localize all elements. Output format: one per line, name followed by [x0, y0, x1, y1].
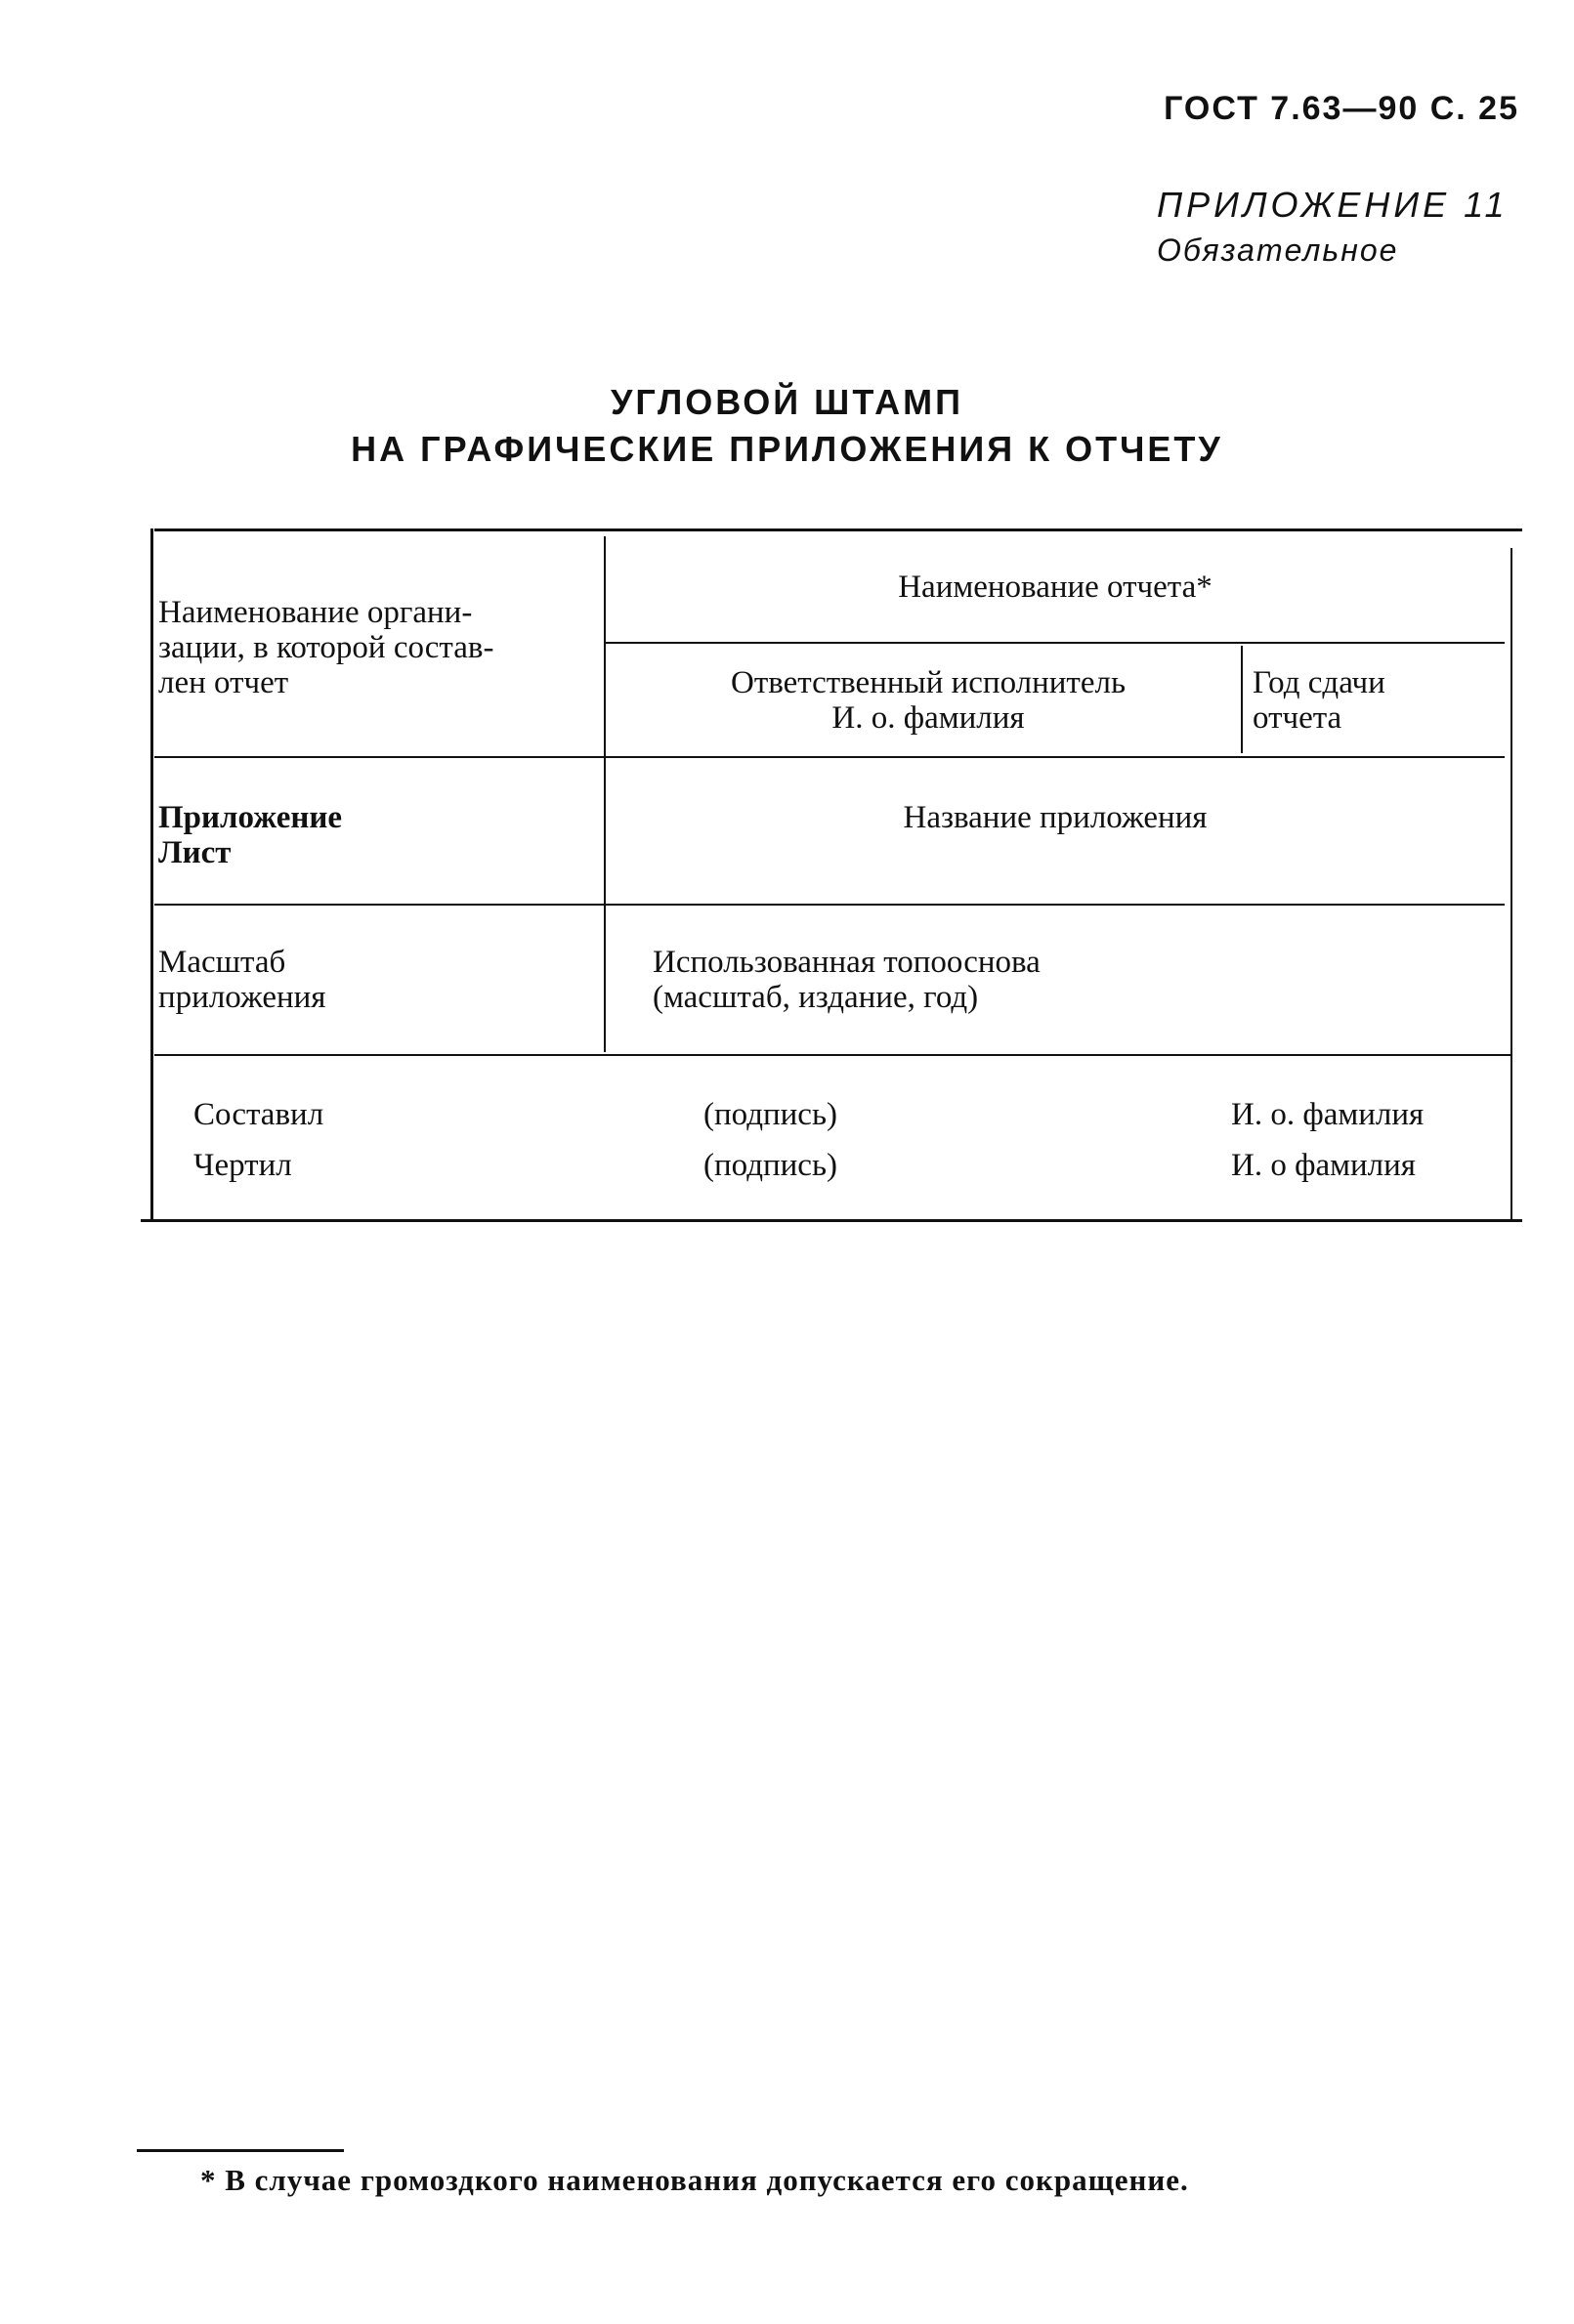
stamp-column-divider — [604, 536, 606, 1052]
organization-name-line: зации, в которой состав- — [158, 630, 494, 665]
stamp-row-divider — [154, 904, 1505, 906]
signature-row-drawn-name: И. о фамилия — [1231, 1148, 1416, 1183]
stamp-row-divider — [606, 642, 1505, 644]
signature-row-compiled-sign: (подпись) — [703, 1097, 837, 1132]
stamp-top-border — [154, 528, 1522, 531]
stamp-column-divider — [1241, 646, 1243, 753]
scale-line: приложения — [158, 980, 326, 1015]
submission-year-line: Год сдачи — [1253, 665, 1385, 700]
stamp-row-divider — [154, 1054, 1512, 1056]
organization-name-line: лен отчет — [158, 665, 289, 700]
appendix-sheet-line: Приложение — [158, 800, 343, 835]
cell-organization-name — [158, 595, 493, 700]
stamp-row-divider — [154, 756, 1505, 758]
cell-appendix-sheet — [158, 800, 342, 870]
footnote-text: * В случае громоздкого наименования допускается его сокращение. — [200, 2163, 1189, 2197]
topographic-base-line: Использованная топооснова — [653, 945, 1041, 980]
responsible-executor-line: Ответственный исполнитель — [730, 665, 1127, 700]
responsible-executor-line: И. о. фамилия — [831, 700, 1025, 736]
signature-row-drawn-role: Чертил — [193, 1148, 292, 1183]
cell-topographic-base — [653, 945, 1041, 1015]
signature-row-compiled-name: И. о. фамилия — [1231, 1097, 1425, 1132]
topographic-base-line: (масштаб, издание, год) — [653, 980, 979, 1015]
appendix-status: Обязательное — [1157, 232, 1399, 268]
stamp-right-border — [1510, 548, 1512, 1222]
cell-appendix-title: Название приложения — [903, 800, 1208, 835]
page-header-doc-ref: ГОСТ 7.63—90 С. 25 — [1164, 90, 1519, 127]
signature-row-drawn-sign: (подпись) — [703, 1148, 837, 1183]
cell-scale — [158, 945, 325, 1015]
signature-row-compiled-role: Составил — [193, 1097, 324, 1132]
appendix-sheet-line: Лист — [158, 835, 232, 870]
corner-stamp-table — [147, 528, 1522, 1226]
stamp-bottom-border — [141, 1219, 1522, 1222]
stamp-left-border — [150, 528, 153, 1222]
scale-line: Масштаб — [158, 945, 286, 980]
organization-name-line: Наименование органи- — [158, 595, 473, 630]
appendix-block — [1157, 182, 1509, 272]
cell-submission-year — [1253, 665, 1385, 736]
cell-report-name: Наименование отчета* — [898, 570, 1212, 605]
appendix-label: ПРИЛОЖЕНИЕ 11 — [1157, 185, 1509, 225]
footnote-separator — [137, 2149, 344, 2152]
document-title — [0, 379, 1574, 473]
document-title-line1: УГЛОВОЙ ШТАМП — [611, 382, 963, 422]
document-title-line2: НА ГРАФИЧЕСКИЕ ПРИЛОЖЕНИЯ К ОТЧЕТУ — [351, 429, 1223, 469]
submission-year-line: отчета — [1253, 700, 1342, 736]
cell-responsible-executor — [625, 665, 1231, 736]
